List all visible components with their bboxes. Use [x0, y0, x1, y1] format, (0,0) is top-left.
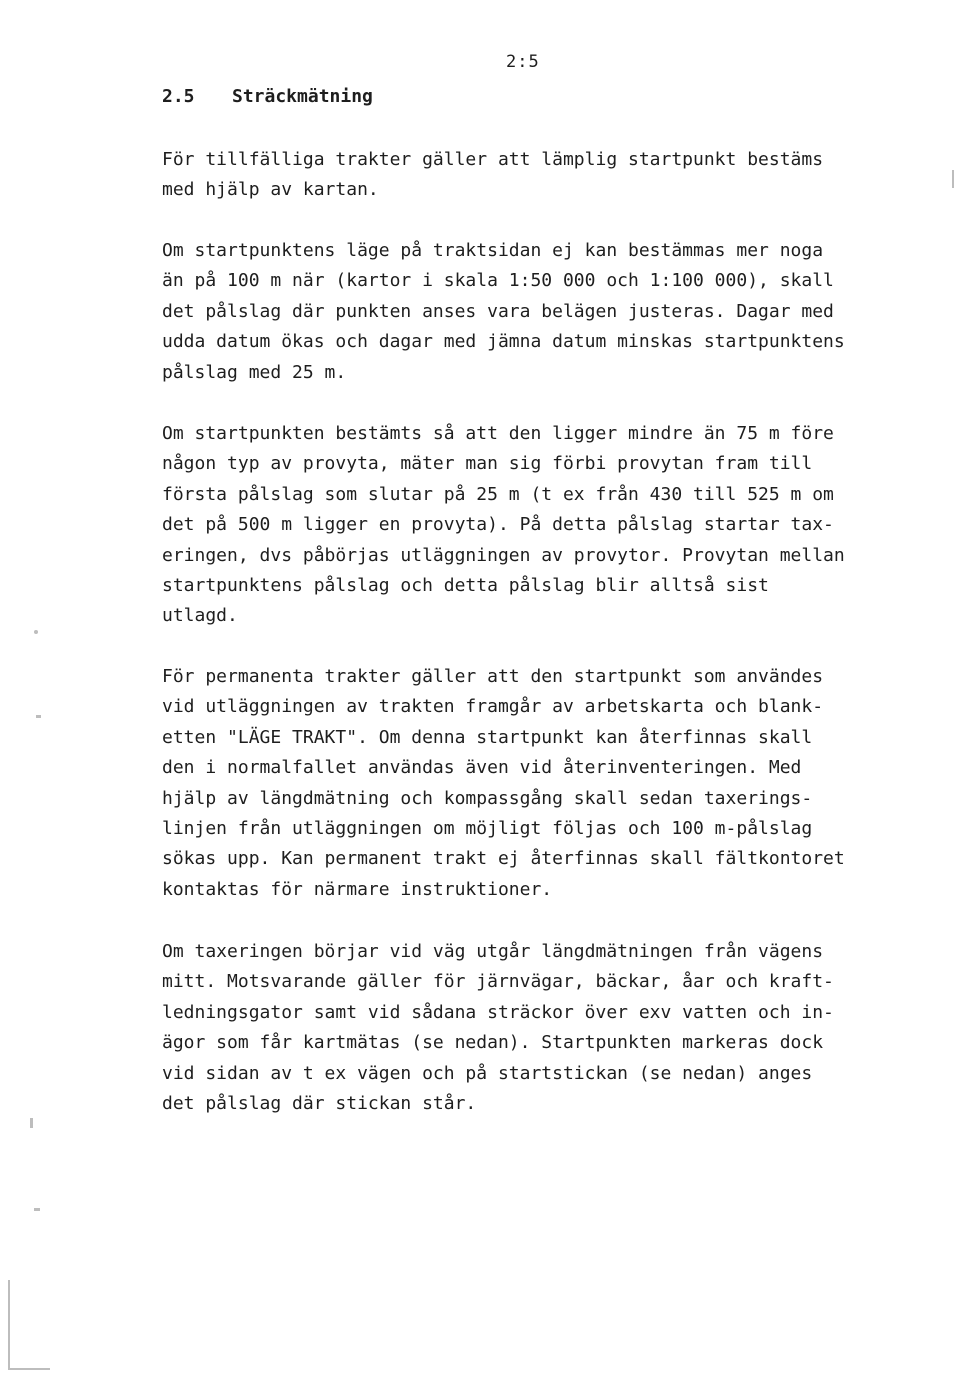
paragraph-line: någon typ av provyta, mäter man sig förbi provytan fram till — [162, 453, 813, 475]
paragraph-line: pålslag med 25 m. — [162, 361, 347, 383]
paragraph-1 — [162, 145, 882, 206]
paragraph-line: vid utläggningen av trakten framgår av arbetskarta och blank- — [162, 696, 824, 718]
scan-speck — [30, 1118, 33, 1128]
paragraph-line: med hjälp av kartan. — [162, 179, 379, 201]
paragraph-line: För tillfälliga trakter gäller att lämplig startpunkt bestäms — [162, 149, 824, 170]
page-number: 2:5 — [506, 52, 540, 72]
scan-speck — [34, 630, 38, 634]
paragraph-line: ledningsgator samt vid sådana sträckor över exv vatten och in- — [162, 1001, 834, 1023]
paragraph-line: udda datum ökas och dagar med jämna datum minskas startpunktens — [162, 331, 845, 353]
paragraph-line: utlagd. — [162, 605, 238, 627]
paragraph-2 — [162, 236, 882, 388]
paragraph-line: än på 100 m när (kartor i skala 1:50 000 och 1:100 000), skall — [162, 270, 834, 292]
paragraph-line: För permanenta trakter gäller att den startpunkt som användes — [162, 666, 824, 687]
scan-edge-mark — [10, 1368, 50, 1370]
section-number: 2.5 — [162, 86, 195, 107]
scan-speck — [34, 1208, 40, 1211]
section-title: Sträckmätning — [232, 86, 373, 107]
paragraph-line: etten "LÄGE TRAKT". Om denna startpunkt kan återfinnas skall — [162, 726, 813, 748]
paragraph-line: startpunktens pålslag och detta pålslag blir alltså sist — [162, 574, 769, 596]
paragraph-line: Om startpunkten bestämts så att den ligger mindre än 75 m före — [162, 423, 834, 444]
paragraph-line: linjen från utläggningen om möjligt följas och 100 m-pålslag — [162, 817, 813, 839]
paragraph-5 — [162, 937, 882, 1119]
paragraph-3 — [162, 419, 882, 632]
paragraph-line: första pålslag som slutar på 25 m (t ex från 430 till 525 m om — [162, 483, 834, 505]
scan-edge-mark — [8, 1280, 10, 1370]
paragraph-line: det pålslag där punkten anses vara belägen justeras. Dagar med — [162, 300, 834, 322]
paragraph-line: sökas upp. Kan permanent trakt ej återfinnas skall fältkontoret — [162, 848, 845, 870]
paragraph-line: kontaktas för närmare instruktioner. — [162, 878, 553, 900]
paragraph-line: det pålslag där stickan står. — [162, 1092, 477, 1114]
paragraph-line: eringen, dvs påbörjas utläggningen av provytor. Provytan mellan — [162, 544, 845, 566]
section-heading — [162, 86, 373, 107]
paragraph-line: Om taxeringen börjar vid väg utgår längdmätningen från vägens — [162, 941, 824, 962]
paragraph-line: den i normalfallet användas även vid återinventeringen. Med — [162, 757, 802, 779]
paragraph-line: det på 500 m ligger en provyta). På detta pålslag startar tax- — [162, 514, 834, 536]
paragraph-line: vid sidan av t ex vägen och på startstickan (se nedan) anges — [162, 1062, 813, 1084]
scan-edge-mark — [952, 170, 954, 188]
paragraph-4 — [162, 662, 882, 905]
scan-speck — [36, 715, 41, 718]
paragraph-line: Om startpunktens läge på traktsidan ej kan bestämmas mer noga — [162, 240, 824, 261]
paragraph-line: hjälp av längdmätning och kompassgång skall sedan taxerings- — [162, 787, 813, 809]
paragraph-line: mitt. Motsvarande gäller för järnvägar, bäckar, åar och kraft- — [162, 971, 834, 993]
paragraph-line: ägor som får kartmätas (se nedan). Startpunkten markeras dock — [162, 1032, 824, 1054]
